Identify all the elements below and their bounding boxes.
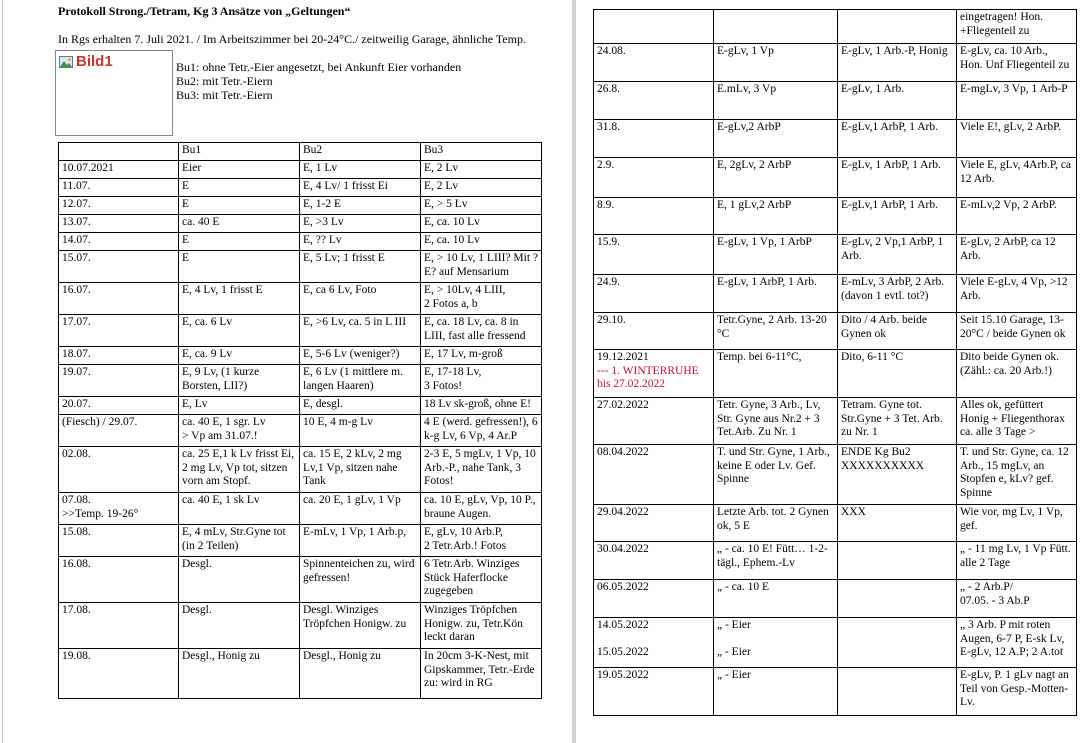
bu3-cell: E, 17-18 Lv, 3 Fotos!: [421, 365, 542, 397]
bu3-cell: E-mLv,2 Vp, 2 ArbP.: [957, 198, 1077, 235]
bu2-cell: E, 1 Lv: [300, 161, 421, 179]
header-cell: [59, 143, 179, 161]
table-row: [59, 603, 542, 649]
right-page: [576, 0, 1086, 743]
bu1-cell: ca. 40 E: [179, 215, 300, 233]
table-row: [594, 505, 1077, 542]
table-row: [594, 445, 1077, 505]
bu2-cell: Desgl. Winziges Tröpfchen Honigw. zu: [300, 603, 421, 649]
table-header-row: [59, 143, 542, 161]
bu3-cell: Viele E, gLv, 4Arb.P, ca 12 Arb.: [957, 158, 1077, 198]
header-cell: Bu2: [300, 143, 421, 161]
bu3-cell: Viele E!, gLv, 2 ArbP.: [957, 120, 1077, 158]
bu2-cell: ca. 20 E, 1 gLv, 1 Vp: [300, 493, 421, 525]
bu3-cell: Winziges Tröpfchen Honigw. zu, Tetr.Kön leckt daran: [421, 603, 542, 649]
bu1-cell: „ - ca. 10 E: [714, 580, 838, 618]
table-row: [594, 44, 1077, 82]
bu1-cell: T. und Str. Gyne, 1 Arb., keine E oder Lv. Gef. Spinne: [714, 445, 838, 505]
bu3-cell: E, > 10Lv, 4 LIII, 2 Fotos a, b: [421, 283, 542, 315]
bu2-cell: E-gLv, 2 Vp,1 ArbP, 1 Arb.: [838, 235, 957, 275]
date-cell: (Fiesch) / 29.07.: [59, 415, 179, 447]
bu1-cell: E: [179, 197, 300, 215]
date-cell: 29.10.: [594, 313, 714, 350]
table-row: [594, 618, 1077, 668]
bu3-cell: ca. 10 E, gLv, Vp, 10 P., braune Augen.: [421, 493, 542, 525]
date-text: 19.12.2021: [597, 351, 649, 363]
table-row: [594, 158, 1077, 198]
date-cell: 24.08.: [594, 44, 714, 82]
table-row: [59, 557, 542, 603]
bu1-cell: E-gLv, 1 Vp: [714, 44, 838, 82]
table-row: [59, 525, 542, 557]
table-row: [594, 542, 1077, 580]
bu2-cell: E, >6 Lv, ca. 5 in L III: [300, 315, 421, 347]
bu2-cell: E, 6 Lv (1 mittlere m. langen Haaren): [300, 365, 421, 397]
table-row: [594, 198, 1077, 235]
bu1-cell: E, ca. 6 Lv: [179, 315, 300, 347]
bu2-cell: ENDE Kg Bu2 XXXXXXXXXX: [838, 445, 957, 505]
bu1-cell: Eier: [179, 161, 300, 179]
date-cell: 18.07.: [59, 347, 179, 365]
bu1-cell: E.mLv, 3 Vp: [714, 82, 838, 120]
table-row: [594, 668, 1077, 716]
bu3-cell: In 20cm 3-K-Nest, mit Gipskammer, Tetr.-Erde zu: wird in RG: [421, 649, 542, 699]
bu2-cell: E, 5 Lv; 1 frisst E: [300, 251, 421, 283]
date-cell: 24.9.: [594, 275, 714, 313]
bu1-cell: „ - ca. 10 E! Fütt… 1-2-tägl., Ephem.-Lv: [714, 542, 838, 580]
bu1-cell: Desgl.: [179, 603, 300, 649]
table-row: [594, 235, 1077, 275]
bu2-cell: E, ca 6 Lv, Foto: [300, 283, 421, 315]
bu2-cell: Dito / 4 Arb. beide Gynen ok: [838, 313, 957, 350]
table-row: [59, 415, 542, 447]
bu1-cell: ca. 40 E, 1 sk Lv: [179, 493, 300, 525]
table-row: [59, 397, 542, 415]
bu1-cell: Letzte Arb. tot. 2 Gynen ok, 5 E: [714, 505, 838, 542]
bu1-cell: Desgl., Honig zu: [179, 649, 300, 699]
bu3-cell: E, gLv, 10 Arb.P, 2 Tetr.Arb.! Fotos: [421, 525, 542, 557]
winter-rest-note: --- 1. WINTERRUHE bis 27.02.2022: [597, 364, 699, 390]
date-cell: 06.05.2022: [594, 580, 714, 618]
table-row: [59, 347, 542, 365]
date-cell: 12.07.: [59, 197, 179, 215]
document-subtitle: In Rgs erhalten 7. Juli 2021. / Im Arbeitszimmer bei 20-24°C./ zeitweilig Garage, ähnliche Temp.: [58, 32, 526, 46]
bu3-cell: E, 17 Lv, m-groß: [421, 347, 542, 365]
date-cell: 07.08. >>Temp. 19-26°: [59, 493, 179, 525]
bu3-cell: E-gLv, P. 1 gLv nagt an Teil von Gesp.-Motten-Lv.: [957, 668, 1077, 716]
date-cell: 13.07.: [59, 215, 179, 233]
table-row: [59, 215, 542, 233]
table-row: [594, 82, 1077, 120]
bu1-cell: E: [179, 251, 300, 283]
date-cell: 16.07.: [59, 283, 179, 315]
bu3-cell: E-gLv, 2 ArbP, ca 12 Arb.: [957, 235, 1077, 275]
bu3-cell: E-gLv, ca. 10 Arb., Hon. Unf Fliegenteil zu: [957, 44, 1077, 82]
table-row: [594, 350, 1077, 398]
bu1-cell: Tetr. Gyne, 3 Arb., Lv, Str. Gyne aus Nr.2 + 3 Tet.Arb. Zu Nr. 1: [714, 398, 838, 445]
date-cell: 26.8.: [594, 82, 714, 120]
bu2-cell: ca. 15 E, 2 kLv, 2 mg Lv,1 Vp, sitzen nahe Tank: [300, 447, 421, 493]
bu2-cell: E, 5-6 Lv (weniger?): [300, 347, 421, 365]
bu3-cell: Alles ok, gefüttert Honig + Fliegenthorax ca. alle 3 Tage >: [957, 398, 1077, 445]
image-label: Bild1: [76, 53, 113, 70]
bu2-cell: E-mLv, 1 Vp, 1 Arb.p,: [300, 525, 421, 557]
date-cell: [594, 10, 714, 44]
header-cell: Bu3: [421, 143, 542, 161]
bu2-cell: Desgl., Honig zu: [300, 649, 421, 699]
bu2-cell: E-gLv,1 ArbP, 1 Arb.: [838, 198, 957, 235]
table-row: [59, 493, 542, 525]
bu-notes: [176, 60, 461, 102]
date-cell: [594, 350, 714, 398]
table-row: [594, 10, 1077, 44]
date-cell: 19.05.2022: [594, 668, 714, 716]
table-row: [59, 365, 542, 397]
bu1-cell: Tetr.Gyne, 2 Arb. 13-20 °C: [714, 313, 838, 350]
bu3-cell: „ - 11 mg Lv, 1 Vp Fütt. alle 2 Tage: [957, 542, 1077, 580]
bu3-cell: eingetragen! Hon. +Fliegenteil zu: [957, 10, 1077, 44]
bu1-cell: „ - Eier: [714, 668, 838, 716]
note-bu3: Bu3: mit Tetr.-Eiern: [176, 88, 273, 102]
date-cell: 10.07.2021: [59, 161, 179, 179]
date-cell: 30.04.2022: [594, 542, 714, 580]
bu2-cell: E-gLv,1 ArbP, 1 Arb.: [838, 120, 957, 158]
date-cell: 02.08.: [59, 447, 179, 493]
bu1-cell: E, 2gLv, 2 ArbP: [714, 158, 838, 198]
bu1-cell: „ - Eier „ - Eier: [714, 618, 838, 668]
note-bu2: Bu2: mit Tetr.-Eiern: [176, 74, 273, 88]
date-cell: 8.9.: [594, 198, 714, 235]
bu2-cell: [838, 668, 957, 716]
date-cell: 17.08.: [59, 603, 179, 649]
bu3-cell: „ 3 Arb. P mit roten Augen, 6-7 P, E-sk Lv, E-gLv, 12 A.P; 2 A.tot: [957, 618, 1077, 668]
table-row: [594, 580, 1077, 618]
bu1-cell: E, ca. 9 Lv: [179, 347, 300, 365]
protocol-table-right: [593, 9, 1077, 716]
table-row: [59, 447, 542, 493]
table-row: [59, 179, 542, 197]
table-row: [59, 315, 542, 347]
image-icon: [59, 56, 73, 68]
bu1-cell: E, 4 mLv, Str.Gyne tot (in 2 Teilen): [179, 525, 300, 557]
date-cell: 19.07.: [59, 365, 179, 397]
bu2-cell: E, ?? Lv: [300, 233, 421, 251]
document-title: Protokoll Strong./Tetram, Kg 3 Ansätze von „Geltungen“: [58, 4, 351, 18]
bu2-cell: E, 1-2 E: [300, 197, 421, 215]
bu1-cell: E-gLv,2 ArbP: [714, 120, 838, 158]
bu1-cell: E, 4 Lv, 1 frisst E: [179, 283, 300, 315]
bu1-cell: E, Lv: [179, 397, 300, 415]
bu1-cell: [714, 10, 838, 44]
table-row: [59, 197, 542, 215]
table-row: [59, 161, 542, 179]
date-cell: 11.07.: [59, 179, 179, 197]
bu1-cell: ca. 25 E,1 k Lv frisst Ei, 2 mg Lv, Vp tot, sitzen vorn am Stopf.: [179, 447, 300, 493]
date-cell: 27.02.2022: [594, 398, 714, 445]
date-cell: 15.08.: [59, 525, 179, 557]
bu3-cell: E, 2 Lv: [421, 179, 542, 197]
bu2-cell: E, 4 Lv/ 1 frisst Ei: [300, 179, 421, 197]
bu2-cell: Dito, 6-11 °C: [838, 350, 957, 398]
date-cell: 08.04.2022: [594, 445, 714, 505]
table-row: [594, 120, 1077, 158]
table-row: [594, 398, 1077, 445]
bu1-cell: E, 9 Lv, (1 kurze Borsten, LII?): [179, 365, 300, 397]
bu2-cell: XXX: [838, 505, 957, 542]
table-row: [59, 283, 542, 315]
bu3-cell: Wie vor, mg Lv, 1 Vp, gef.: [957, 505, 1077, 542]
bu3-cell: E, > 5 Lv: [421, 197, 542, 215]
bu2-cell: E, desgl.: [300, 397, 421, 415]
bu3-cell: E, ca. 10 Lv: [421, 215, 542, 233]
bu2-cell: E-gLv, 1 ArbP, 1 Arb.: [838, 158, 957, 198]
bu3-cell: 2-3 E, 5 mgLv, 1 Vp, 10 Arb.-P., nahe Tank, 3 Fotos!: [421, 447, 542, 493]
bu2-cell: E-gLv, 1 Arb.: [838, 82, 957, 120]
date-cell: 15.07.: [59, 251, 179, 283]
table-row: [59, 649, 542, 699]
protocol-table-left: [58, 142, 542, 699]
bu2-cell: [838, 618, 957, 668]
bu2-cell: [838, 10, 957, 44]
date-cell: 29.04.2022: [594, 505, 714, 542]
bu3-cell: Seit 15.10 Garage, 13-20°C / beide Gynen ok: [957, 313, 1077, 350]
note-bu1: Bu1: ohne Tetr.-Eier angesetzt, bei Ankunft Eier vorhanden: [176, 60, 462, 74]
bu1-cell: Desgl.: [179, 557, 300, 603]
bu3-cell: E, ca. 18 Lv, ca. 8 in LIII, fast alle fressend: [421, 315, 542, 347]
bu1-cell: E-gLv, 1 ArbP, 1 Arb.: [714, 275, 838, 313]
bu2-cell: Tetram. Gyne tot. Str.Gyne + 3 Tet. Arb. zu Nr. 1: [838, 398, 957, 445]
bu2-cell: E, >3 Lv: [300, 215, 421, 233]
date-cell: 31.8.: [594, 120, 714, 158]
bu3-cell: E, 2 Lv: [421, 161, 542, 179]
date-cell: 15.9.: [594, 235, 714, 275]
bu1-cell: E: [179, 179, 300, 197]
bu2-cell: [838, 542, 957, 580]
date-cell: 2.9.: [594, 158, 714, 198]
bu3-cell: E, ca. 10 Lv: [421, 233, 542, 251]
date-cell: 14.07.: [59, 233, 179, 251]
bu1-cell: Temp. bei 6-11°C,: [714, 350, 838, 398]
bu3-cell: 4 E (werd. gefressen!), 6 k-g Lv, 6 Vp, 4 Ar.P: [421, 415, 542, 447]
bu3-cell: 6 Tetr.Arb. Winziges Stück Haferflocke zugegeben: [421, 557, 542, 603]
date-cell: 17.07.: [59, 315, 179, 347]
bu1-cell: E-gLv, 1 Vp, 1 ArbP: [714, 235, 838, 275]
date-cell: 14.05.2022 15.05.2022: [594, 618, 714, 668]
date-cell: 19.08.: [59, 649, 179, 699]
bu1-cell: E, 1 gLv,2 ArbP: [714, 198, 838, 235]
table-row: [594, 275, 1077, 313]
bu2-cell: E-mLv, 3 ArbP, 2 Arb. (davon 1 evtl. tot?): [838, 275, 957, 313]
date-cell: 20.07.: [59, 397, 179, 415]
bu1-cell: ca. 40 E, 1 sgr. Lv > Vp am 31.07.!: [179, 415, 300, 447]
table-row: [594, 313, 1077, 350]
bu3-cell: Dito beide Gynen ok. (Zähl.: ca. 20 Arb.!): [957, 350, 1077, 398]
bu3-cell: „ - 2 Arb.P/ 07.05. - 3 Ab.P: [957, 580, 1077, 618]
header-cell: Bu1: [179, 143, 300, 161]
bu2-cell: Spinnenteichen zu, wird gefressen!: [300, 557, 421, 603]
bu3-cell: T. und Str. Gyne, ca. 12 Arb., 15 mgLv, an Stopfen e, kLv? gef. Spinne: [957, 445, 1077, 505]
table-row: [59, 251, 542, 283]
bu3-cell: E-mgLv, 3 Vp, 1 Arb-P: [957, 82, 1077, 120]
bu2-cell: 10 E, 4 m-g Lv: [300, 415, 421, 447]
bu3-cell: 18 Lv sk-groß, ohne E!: [421, 397, 542, 415]
bu3-cell: E, > 10 Lv, 1 LIII? Mit ?E? auf Mensarium: [421, 251, 542, 283]
image-placeholder: [55, 50, 173, 136]
date-cell: 16.08.: [59, 557, 179, 603]
bu3-cell: Viele E-gLv, 4 Vp, >12 Arb.: [957, 275, 1077, 313]
table-row: [59, 233, 542, 251]
bu2-cell: E-gLv, 1 Arb.-P, Honig: [838, 44, 957, 82]
bu1-cell: E: [179, 233, 300, 251]
bu2-cell: [838, 580, 957, 618]
